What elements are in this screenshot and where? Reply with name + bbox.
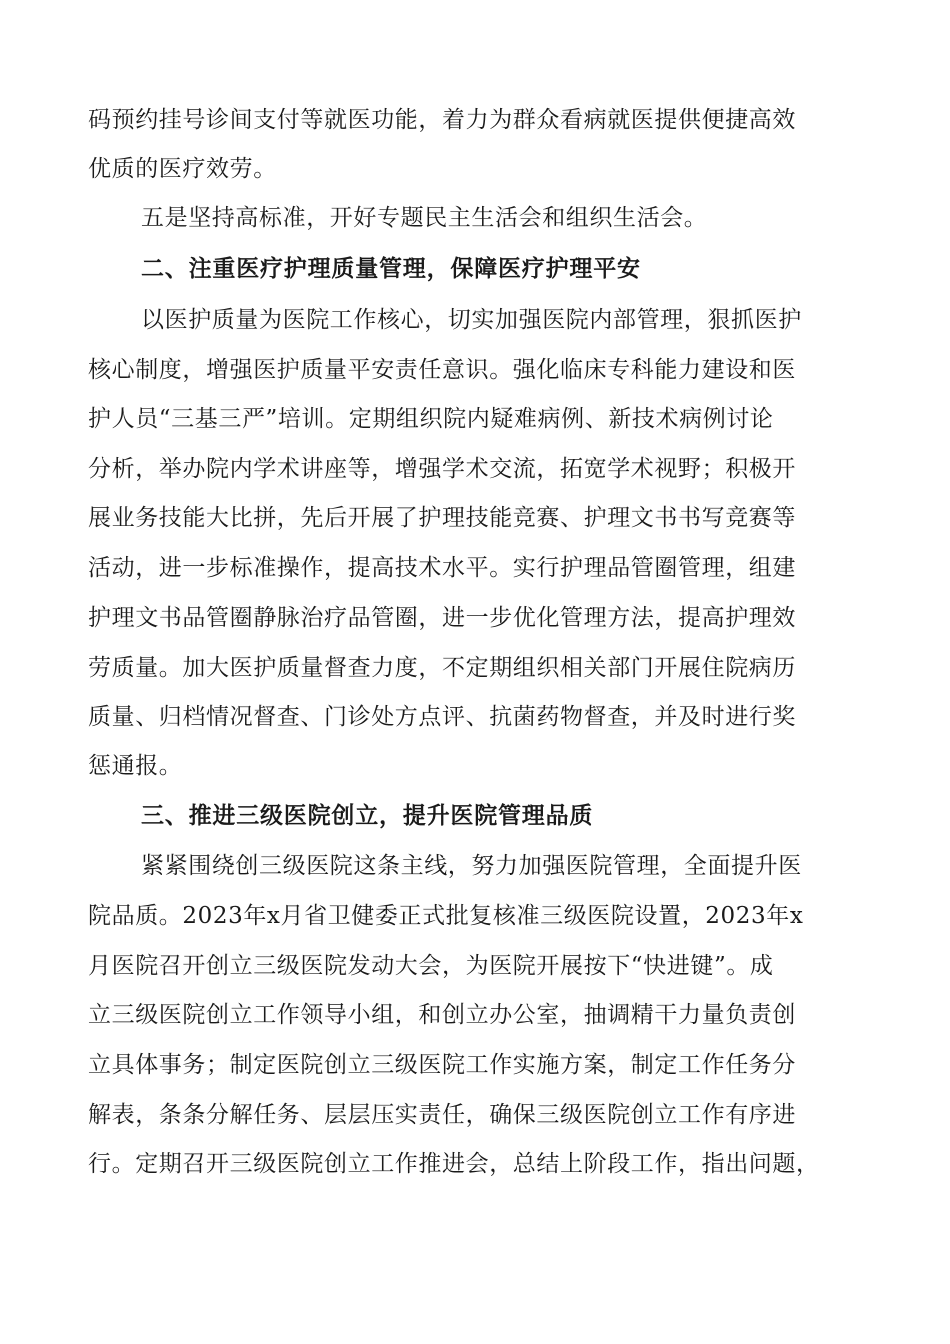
paragraph-line-1: 码预约挂号诊间支付等就医功能，着力为群众看病就医提供便捷高效 xyxy=(88,107,796,133)
paragraph-line-16: 紧紧围绕创三级医院这条主线，努力加强医院管理，全面提升医 xyxy=(141,853,802,879)
paragraph-line-6: 核心制度，增强医护质量平安责任意识。强化临床专科能力建设和医 xyxy=(88,357,796,383)
paragraph-line-3: 五是坚持高标准，开好专题民主生活会和组织生活会。 xyxy=(141,205,708,231)
paragraph-line-9: 展业务技能大比拼，先后开展了护理技能竞赛、护理文书书写竞赛等 xyxy=(88,505,796,531)
paragraph-line-12: 劳质量。加大医护质量督查力度，不定期组织相关部门开展住院病历 xyxy=(88,655,796,681)
paragraph-line-8: 分析，举办院内学术讲座等，增强学术交流，拓宽学术视野；积极开 xyxy=(88,456,796,482)
paragraph-line-18: 月医院召开创立三级医院发动大会，为医院开展按下“快进键”。成 xyxy=(88,953,774,979)
paragraph-line-5: 以医护质量为医院工作核心，切实加强医院内部管理，狠抓医护 xyxy=(141,307,802,333)
paragraph-line-22: 行。定期召开三级医院创立工作推进会，总结上阶段工作，指出问题， xyxy=(88,1151,820,1177)
paragraph-line-10: 活动，进一步标准操作，提高技术水平。实行护理品管圈管理，组建 xyxy=(88,555,796,581)
paragraph-line-19: 立三级医院创立工作领导小组，和创立办公室，抽调精干力量负责创 xyxy=(88,1002,796,1028)
section-heading-3: 三、推进三级医院创立，提升医院管理品质 xyxy=(141,803,594,829)
paragraph-line-14: 惩通报。 xyxy=(88,753,183,779)
section-heading-2: 二、注重医疗护理质量管理，保障医疗护理平安 xyxy=(141,256,641,282)
paragraph-line-17: 院品质。2023年x月省卫健委正式批复核准三级医院设置，2023年x xyxy=(88,903,804,929)
paragraph-line-20: 立具体事务；制定医院创立三级医院工作实施方案，制定工作任务分 xyxy=(88,1052,796,1078)
paragraph-line-13: 质量、归档情况督查、门诊处方点评、抗菌药物督查，并及时进行奖 xyxy=(88,704,796,730)
paragraph-line-7: 护人员“三基三严”培训。定期组织院内疑难病例、新技术病例讨论 xyxy=(88,406,774,432)
paragraph-line-2: 优质的医疗效劳。 xyxy=(88,156,277,182)
paragraph-line-21: 解表，条条分解任务、层层压实责任，确保三级医院创立工作有序进 xyxy=(88,1102,796,1128)
paragraph-line-11: 护理文书品管圈静脉治疗品管圈，进一步优化管理方法，提高护理效 xyxy=(88,605,796,631)
